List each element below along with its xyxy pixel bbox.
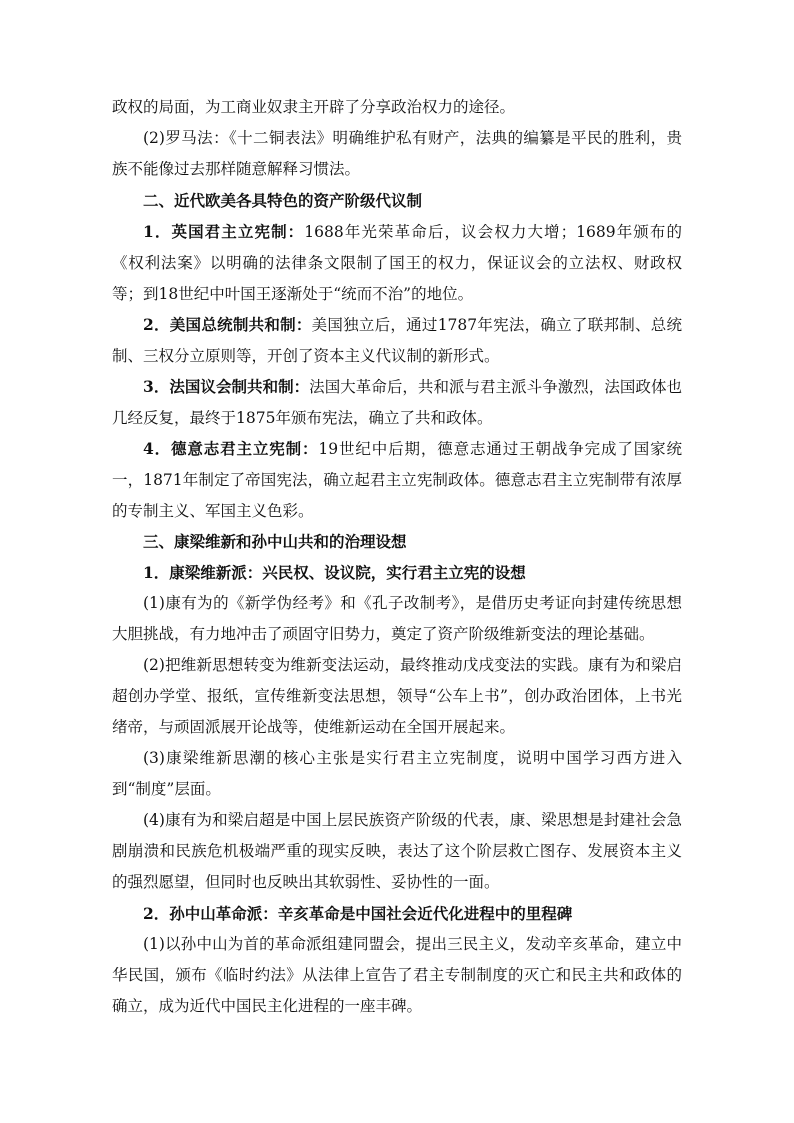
paragraph-germany [112,433,682,527]
subheading-kang-liang: 1．康梁维新派：兴民权、设议院，实行君主立宪的设想 [143,563,526,582]
text-france: 法国大革命后，共和派与君主派斗争激烈，法国政体也几经反复，最终于1875年颁布宪法，确立了共和政体。 [112,378,682,427]
lead-france: 3．法国议会制共和制： [143,377,310,396]
lead-england: 1．英国君主立宪制： [143,222,305,241]
subheading-sun: 2．孙中山革命派：辛亥革命是中国社会近代化进程中的里程碑 [143,904,573,923]
paragraph-sun-1: (1)以孙中山为首的革命派组建同盟会，提出三民主义，发动辛亥革命，建立中华民国，颁布《临时约法》从法律上宣告了君主专制制度的灭亡和民主共和政体的确立，成为近代中国民主化进程的一座丰碑。 [112,935,682,1015]
paragraph-usa [112,309,682,372]
lead-germany: 4．德意志君主立宪制： [143,439,319,458]
lead-usa: 2．美国总统制共和制： [143,315,312,334]
paragraph-england [112,216,682,310]
paragraph-kang-2: (2)把维新思想转变为维新变法运动，最终推动戊戌变法的实践。康有为和梁启超创办学堂、报纸，宣传维新变法思想，领导“公车上书”，创办政治团体，上书光绪帝，与顽固派展开论战等，使维新运动在全国开展起来。 [112,656,682,736]
paragraph-continuation: 政权的局面，为工商业奴隶主开辟了分享政治权力的途径。 [112,98,516,116]
paragraph-roman-law: (2)罗马法：《十二铜表法》明确维护私有财产，法典的编纂是平民的胜利，贵族不能像过去那样随意解释习惯法。 [112,129,682,178]
section-heading-2: 二、近代欧美各具特色的资产阶级代议制 [143,191,423,210]
paragraph-france [112,371,682,434]
paragraph-kang-3: (3)康梁维新思潮的核心主张是实行君主立宪制度，说明中国学习西方进入到“制度”层面。 [112,749,682,798]
text-usa: 美国独立后，通过1787年宪法，确立了联邦制、总统制、三权分立原则等，开创了资本主义代议制的新形式。 [112,316,682,365]
text-england: 1688年光荣革命后，议会权力大增；1689年颁布的《权利法案》以明确的法律条文限制了国王的权力，保证议会的立法权、财政权等；到18世纪中叶国王逐渐处于“统而不治”的地位。 [112,223,682,303]
paragraph-kang-4: (4)康有为和梁启超是中国上层民族资产阶级的代表，康、梁思想是封建社会急剧崩溃和民族危机极端严重的现实反映，表达了这个阶层救亡图存、发展资本主义的强烈愿望，但同时也反映出其软弱性、妥协性的一面。 [112,811,682,891]
paragraph-kang-1: (1)康有为的《新学伪经考》和《孔子改制考》，是借历史考证向封建传统思想大胆挑战，有力地冲击了顽固守旧势力，奠定了资产阶级维新变法的理论基础。 [112,594,682,643]
text-germany: 19世纪中后期，德意志通过王朝战争完成了国家统一，1871年制定了帝国宪法，确立起君主立宪制政体。德意志君主立宪制带有浓厚的专制主义、军国主义色彩。 [112,440,682,520]
section-heading-3: 三、康梁维新和孙中山共和的治理设想 [143,532,407,551]
